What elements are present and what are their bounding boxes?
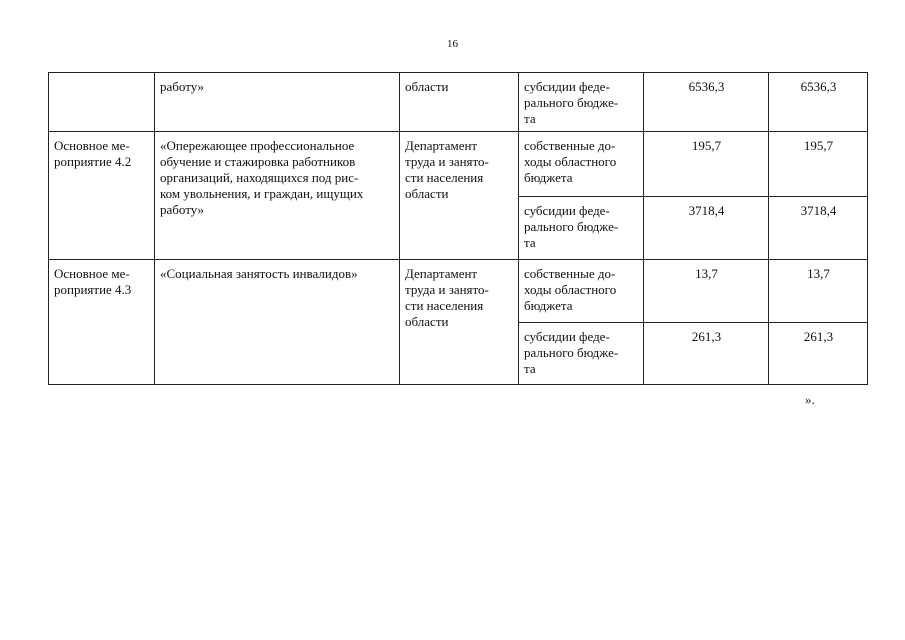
page-number: 16	[447, 38, 458, 50]
funding-source-cell: собственные до- ходы областного бюджета	[519, 260, 644, 323]
amount-cell: 13,7	[644, 260, 769, 323]
funding-source-cell: субсидии феде- рального бюдже- та	[519, 323, 644, 385]
amount-total-cell: 3718,4	[769, 197, 868, 260]
amount-cell: 261,3	[644, 323, 769, 385]
funding-source-cell: субсидии феде- рального бюдже- та	[519, 73, 644, 132]
closing-quote-mark: ».	[805, 392, 815, 407]
measure-cell: Основное ме- роприятие 4.2	[49, 132, 155, 260]
amount-total-cell: 195,7	[769, 132, 868, 197]
amount-total-cell: 261,3	[769, 323, 868, 385]
measure-cell	[49, 73, 155, 132]
table-row	[49, 73, 868, 132]
measure-title-cell: работу»	[155, 73, 400, 132]
funding-source-cell: собственные до- ходы областного бюджета	[519, 132, 644, 197]
amount-cell: 3718,4	[644, 197, 769, 260]
table-row	[49, 260, 868, 323]
program-funding-table	[48, 72, 868, 385]
amount-total-cell: 13,7	[769, 260, 868, 323]
amount-cell: 6536,3	[644, 73, 769, 132]
measure-cell: Основное ме- роприятие 4.3	[49, 260, 155, 385]
measure-title-cell: «Социальная занятость инвалидов»	[155, 260, 400, 385]
executor-cell: Департамент труда и занято- сти населения области	[400, 132, 519, 260]
table-row	[49, 132, 868, 197]
measure-title-cell: «Опережающее профессиональное обучение и стажировка работников организаций, находящихся под рис- ком увольнения, и граждан, ищущих работу»	[155, 132, 400, 260]
amount-cell: 195,7	[644, 132, 769, 197]
funding-source-cell: субсидии феде- рального бюдже- та	[519, 197, 644, 260]
executor-cell: Департамент труда и занято- сти населения области	[400, 260, 519, 385]
executor-cell: области	[400, 73, 519, 132]
amount-total-cell: 6536,3	[769, 73, 868, 132]
